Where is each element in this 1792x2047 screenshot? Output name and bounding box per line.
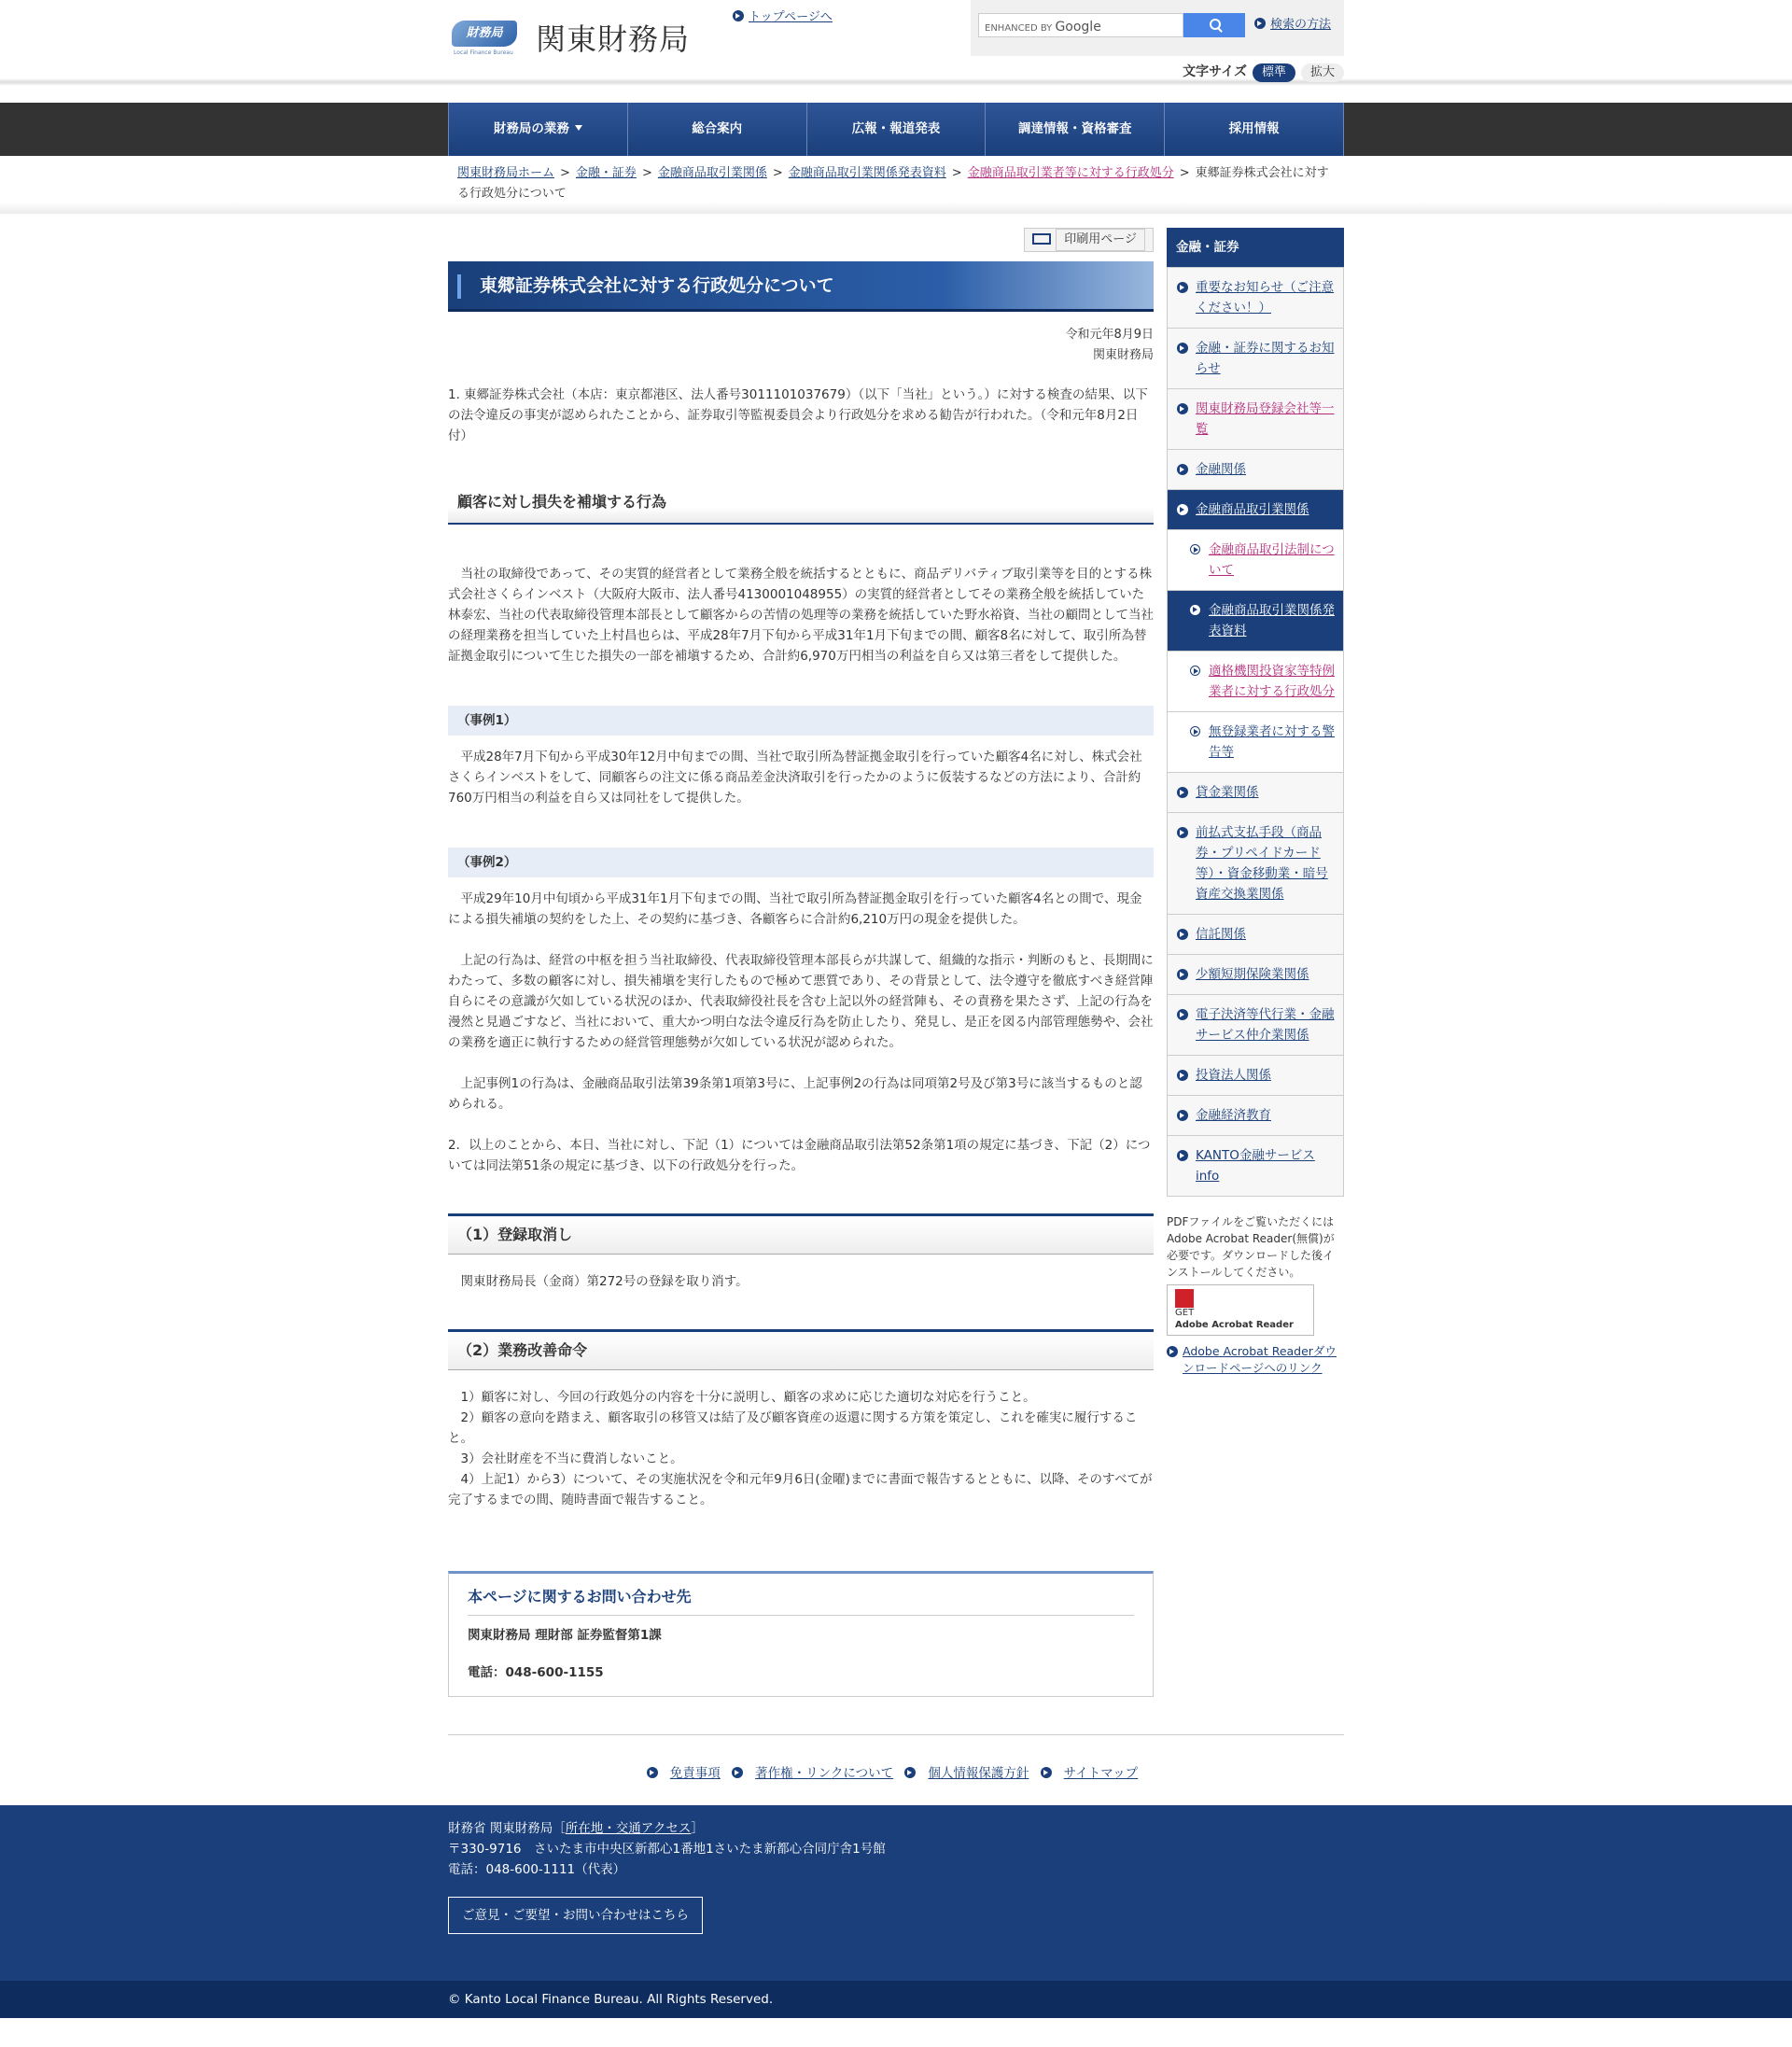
side-subitem[interactable]: [1168, 711, 1343, 772]
side-item[interactable]: [1168, 388, 1343, 449]
top-page-link-label[interactable]: トップページへ: [749, 10, 833, 24]
font-size-switcher: [1183, 62, 1344, 83]
section-heading: （2）業務改善命令: [448, 1329, 1154, 1370]
contact-box: [448, 1571, 1154, 1697]
breadcrumb-separator: >: [560, 166, 570, 180]
breadcrumb-separator: >: [1179, 166, 1190, 180]
side-nav: [1167, 228, 1344, 1697]
font-size-standard-button[interactable]: 標準: [1253, 63, 1295, 82]
site-footer: [0, 1805, 1792, 1981]
side-item[interactable]: [1168, 1135, 1343, 1196]
side-item-label[interactable]: 投資法人関係: [1196, 1068, 1271, 1083]
order-item: 3）会社財産を不当に費消しないこと。: [460, 1451, 683, 1466]
nav-item-recruit[interactable]: [1164, 103, 1344, 156]
nav-label: 財務局の業務: [493, 121, 569, 136]
side-nav-header: 金融・証券: [1167, 228, 1344, 267]
section-paragraph: 関東財務局長（金商）第272号の登録を取り消す。: [460, 1274, 749, 1289]
chevron-down-icon: [575, 125, 582, 131]
side-item-label[interactable]: 少額短期保険業関係: [1196, 967, 1309, 982]
nav-item-press[interactable]: [806, 103, 986, 156]
logo-mark-sub: Local Finance Bureau: [454, 49, 513, 57]
section-paragraph: 当社の取締役であって、その実質的経営者として業務全般を統括するとともに、商品デリバティブ取引業等を目的とする株式会社さくらインベスト（大阪府大阪市、法人番号4130001048955）の実質的経営者としてその業務全般を統括していた林泰宏、当社の代表取締役管理本部長として顧客からの苦情の処理等の業務を統括していた野水裕資、当社の顧問として当社の経理業務を担当していた上村昌也らは、平成28年7月下旬から平成31年1月下旬までの間、顧客8名に対して、取引所為替証拠金取引について生じた損失の一部を補塡するため、合計約6,970万円相当の利益を自ら又は第三者をして提供した。: [448, 567, 1154, 664]
nav-item-bureau-business[interactable]: [448, 103, 627, 156]
breadcrumb-separator: >: [641, 166, 652, 180]
side-item[interactable]: [1168, 772, 1343, 812]
arrow-circle-icon: [733, 10, 744, 21]
side-item-label[interactable]: 重要なお知らせ（ご注意ください！）: [1196, 280, 1335, 315]
side-item-label[interactable]: 金融商品取引業関係発表資料: [1209, 603, 1335, 638]
nav-label: 調達情報・資格審査: [1018, 121, 1132, 136]
adobe-banner-small: GET: [1175, 1308, 1195, 1318]
print-page: [448, 228, 1154, 252]
top-page-link[interactable]: [733, 7, 833, 27]
side-item-label[interactable]: 金融関係: [1196, 462, 1246, 477]
arrow-circle-icon: [904, 1767, 916, 1778]
breadcrumb-link[interactable]: 金融・証券: [575, 166, 637, 180]
logo-mark-text: 財務局: [452, 21, 517, 47]
issuer: 関東財務局: [1092, 348, 1154, 362]
site-header: [0, 0, 1792, 86]
arrow-circle-icon: [732, 1767, 743, 1778]
global-nav: [0, 103, 1792, 156]
case-heading: （事例2）: [448, 848, 1154, 877]
section-heading: 顧客に対し損失を補塡する行為: [448, 484, 1154, 525]
side-item[interactable]: [1168, 994, 1343, 1055]
pdf-note: PDFファイルをご覧いただくにはAdobe Acrobat Reader(無償)が必要です。ダウンロードした後インストールしてください。: [1167, 1215, 1335, 1279]
footer-org-line: 財務省 関東財務局［所在地・交通アクセス］: [448, 1820, 704, 1836]
side-item[interactable]: [1168, 954, 1343, 994]
search-box: [971, 0, 1344, 56]
arrow-circle-icon: [1190, 544, 1200, 554]
search-button[interactable]: [1183, 13, 1245, 37]
arrow-circle-icon: [1177, 1110, 1188, 1121]
breadcrumb-link[interactable]: 金融商品取引業関係発表資料: [788, 166, 946, 180]
orders-list: [448, 1387, 1154, 1510]
side-item-label[interactable]: 適格機関投資家等特例業者に対する行政処分: [1209, 664, 1335, 699]
footer-link-sitemap[interactable]: サイトマップ: [1063, 1766, 1139, 1782]
arrow-circle-icon: [1254, 18, 1266, 29]
side-item[interactable]: [1168, 1095, 1343, 1135]
footer-link-disclaimer[interactable]: 免責事項: [669, 1766, 721, 1782]
printer-icon: [1032, 233, 1051, 245]
search-help-link[interactable]: [1254, 15, 1331, 35]
adobe-banner-label: Adobe Acrobat Reader: [1175, 1320, 1294, 1330]
arrow-circle-icon: [1177, 282, 1188, 293]
side-item-label[interactable]: 貸金業関係: [1196, 785, 1259, 800]
arrow-circle-icon: [1177, 343, 1188, 354]
contact-title: 本ページに関するお問い合わせ先: [468, 1585, 1134, 1616]
arrow-circle-icon: [1177, 1150, 1188, 1161]
search-placeholder: ENHANCED BY: [985, 23, 1053, 34]
breadcrumb-link[interactable]: 関東財務局ホーム: [457, 166, 555, 180]
side-item[interactable]: [1168, 1055, 1343, 1095]
side-subitem-active[interactable]: [1168, 590, 1343, 651]
footer-org: 財務省 関東財務局: [448, 1820, 553, 1836]
arrow-circle-icon: [1177, 787, 1188, 798]
copyright-bar: [0, 1981, 1792, 2018]
print-page-label: 印刷用ページ: [1056, 229, 1145, 251]
search-input[interactable]: [978, 13, 1183, 37]
side-item-label[interactable]: 信託関係: [1196, 927, 1246, 942]
body-paragraph: 上記事例1の行為は、金融商品取引法第39条第1項第3号に、上記事例2の行為は同項第2号及び第3号に該当するものと認められる。: [448, 1076, 1142, 1112]
intro-paragraph: 1. 東郷証券株式会社（本店：東京都港区、法人番号3011101037679）（以下「当社」という。）に対する検査の結果、以下の法令違反の事実が認められたことから、証券取引等監視委員会より行政処分を求める勧告が行われた。（令和元年8月2日付）: [448, 387, 1148, 443]
release-date: 令和元年8月9日: [1065, 328, 1154, 342]
nav-item-general-guide[interactable]: [627, 103, 806, 156]
arrow-circle-icon: [1177, 504, 1188, 515]
arrow-circle-icon: [1190, 666, 1200, 676]
print-page-button[interactable]: [1024, 228, 1154, 252]
side-item-label[interactable]: 電子決済等代行業・金融サービス仲介業関係: [1196, 1007, 1335, 1043]
arrow-circle-icon: [1177, 929, 1188, 940]
contact-department: 関東財務局 理財部 証券監督第1課: [468, 1628, 662, 1644]
copyright: © Kanto Local Finance Bureau. All Rights Reserved.: [448, 1991, 774, 2007]
arrow-circle-icon: [1177, 827, 1188, 838]
case-paragraph: 平成28年7月下旬から平成30年12月中旬までの間、当社で取引所為替証拠金取引を行っていた顧客4名に対し、株式会社さくらインベストをして、同顧客らの注文に係る商品差金決済取引を行ったかのように仮装するなどの方法により、合計約760万円相当の利益を自ら又は同社をして提供した。: [448, 750, 1142, 806]
breadcrumb-current: 東郷証券株式会社に対する行政処分について: [457, 166, 1329, 201]
adobe-download-label[interactable]: Adobe Acrobat Readerダウンロードページへのリンク: [1183, 1344, 1337, 1375]
nav-item-procurement[interactable]: [985, 103, 1164, 156]
footer-address: 〒330-9716 さいたま市中央区新都心1番地1さいたま新都心合同庁舎1号館: [448, 1841, 886, 1857]
breadcrumb-separator: >: [772, 166, 783, 180]
side-item-label[interactable]: 金融・証券に関するお知らせ: [1196, 341, 1335, 376]
search-help-label[interactable]: 検索の方法: [1270, 18, 1332, 32]
site-name: 関東財務局: [536, 21, 691, 57]
breadcrumb-separator: >: [951, 166, 962, 180]
feedback-button[interactable]: ご意見・ご要望・お問い合わせはこちら: [448, 1897, 703, 1934]
side-item[interactable]: [1168, 914, 1343, 954]
arrow-circle-icon: [1167, 1346, 1178, 1357]
body-paragraph: 2．以上のことから、本日、当社に対し、下記（1）については金融商品取引法第52条第1項の規定に基づき、下記（2）については同法第51条の規定に基づき、以下の行政処分を行った。: [448, 1138, 1151, 1173]
page-title: 東郷証券株式会社に対する行政処分について: [448, 261, 1154, 312]
contact-phone: 電話：048-600-1155: [468, 1665, 604, 1681]
breadcrumb-link[interactable]: 金融商品取引業関係: [657, 166, 767, 180]
side-item-label[interactable]: 金融商品取引業関係: [1196, 502, 1309, 517]
footer-links: [448, 1735, 1344, 1804]
release-date-block: [448, 325, 1154, 366]
side-item-label[interactable]: KANTO金融サービスinfo: [1196, 1148, 1315, 1184]
footer-access-link[interactable]: 所在地・交通アクセス: [565, 1820, 692, 1836]
breadcrumb-link[interactable]: 金融商品取引業者等に対する行政処分: [967, 166, 1174, 180]
logo-mark: [448, 17, 525, 62]
case-heading: （事例1）: [448, 706, 1154, 736]
search-placeholder-brand: Google: [1055, 20, 1101, 35]
arrow-circle-icon: [1177, 1009, 1188, 1020]
side-item-label[interactable]: 前払式支払手段（商品券・プリペイドカード等）・資金移動業・暗号資産交換業関係: [1196, 825, 1328, 902]
arrow-circle-icon: [1177, 1070, 1188, 1081]
side-subitem[interactable]: [1168, 529, 1343, 590]
side-item-label[interactable]: 金融商品取引法制について: [1209, 542, 1335, 578]
breadcrumb: [0, 156, 1792, 214]
body-paragraph: 上記の行為は、経営の中枢を担う当社取締役、代表取締役管理本部長らが共謀して、組織的な指示・判断のもと、長期間にわたって、多数の顧客に対し、損失補塡を実行したもので極めて悪質であり、その背景として、法令遵守を徹底すべき経営陣自らにその意識が欠如している状況のほか、代表取締役社長を含む上記以外の経営陣も、その責務を果たさず、上記の行為を漫然と見過ごすなど、当社において、重大かつ明白な法令違反行為を防止したり、発見し、是正を図る内部管理態勢や、会社の業務を適正に執行するための経営管理態勢が欠如している状況が認められた。: [448, 953, 1154, 1050]
side-item[interactable]: [1168, 449, 1343, 489]
arrow-circle-icon: [1177, 969, 1188, 980]
site-logo[interactable]: [448, 15, 690, 64]
side-item-label[interactable]: 無登録業者に対する警告等: [1209, 724, 1335, 760]
main-content: [448, 228, 1154, 1697]
case-paragraph: 平成29年10月中旬頃から平成31年1月下旬までの間、当社で取引所為替証拠金取引を行っていた顧客4名との間で、現金による損失補塡の契約をした上、その契約に基づき、各顧客らに合計約6,210万円の現金を提供した。: [448, 891, 1142, 927]
nav-label: 採用情報: [1228, 121, 1280, 136]
side-item-label[interactable]: 金融経済教育: [1196, 1108, 1271, 1123]
footer-tel: 電話：048-600-1111（代表）: [448, 1861, 626, 1877]
arrow-circle-icon: [1041, 1767, 1052, 1778]
adobe-pdf-icon: [1175, 1289, 1194, 1308]
nav-label: 広報・報道発表: [851, 121, 941, 136]
side-item[interactable]: [1168, 812, 1343, 914]
order-item: 4）上記1）から3）について、その実施状況を令和元年9月6日(金曜)までに書面で報告するとともに、以降、そのすべてが完了するまでの間、随時書面で報告すること。: [448, 1472, 1153, 1507]
order-item: 2）顧客の意向を踏まえ、顧客取引の移管又は結了及び顧客資産の返還に関する方策を策定し、これを確実に履行すること。: [448, 1410, 1138, 1446]
arrow-circle-icon: [1177, 464, 1188, 475]
section-heading: （1）登録取消し: [448, 1213, 1154, 1255]
side-item-active[interactable]: [1168, 489, 1343, 529]
font-size-label: 文字サイズ: [1183, 64, 1247, 79]
arrow-circle-icon: [1177, 403, 1188, 414]
side-subitem[interactable]: [1168, 651, 1343, 711]
nav-label: 総合案内: [692, 121, 743, 136]
arrow-circle-icon: [647, 1767, 658, 1778]
font-size-large-button[interactable]: 拡大: [1301, 63, 1344, 82]
side-item-label[interactable]: 関東財務局登録会社等一覧: [1196, 401, 1335, 437]
footer-link-copyright[interactable]: 著作権・リンクについて: [755, 1766, 894, 1782]
side-item[interactable]: [1168, 328, 1343, 388]
side-item[interactable]: [1168, 267, 1343, 328]
arrow-circle-icon: [1190, 605, 1200, 615]
arrow-circle-icon: [1190, 726, 1200, 736]
order-item: 1）顧客に対し、今回の行政処分の内容を十分に説明し、顧客の求めに応じた適切な対応を行うこと。: [460, 1390, 1036, 1405]
adobe-download-link[interactable]: [1167, 1343, 1344, 1377]
adobe-reader-banner[interactable]: [1167, 1284, 1314, 1336]
footer-link-privacy[interactable]: 個人情報保護方針: [928, 1766, 1029, 1782]
